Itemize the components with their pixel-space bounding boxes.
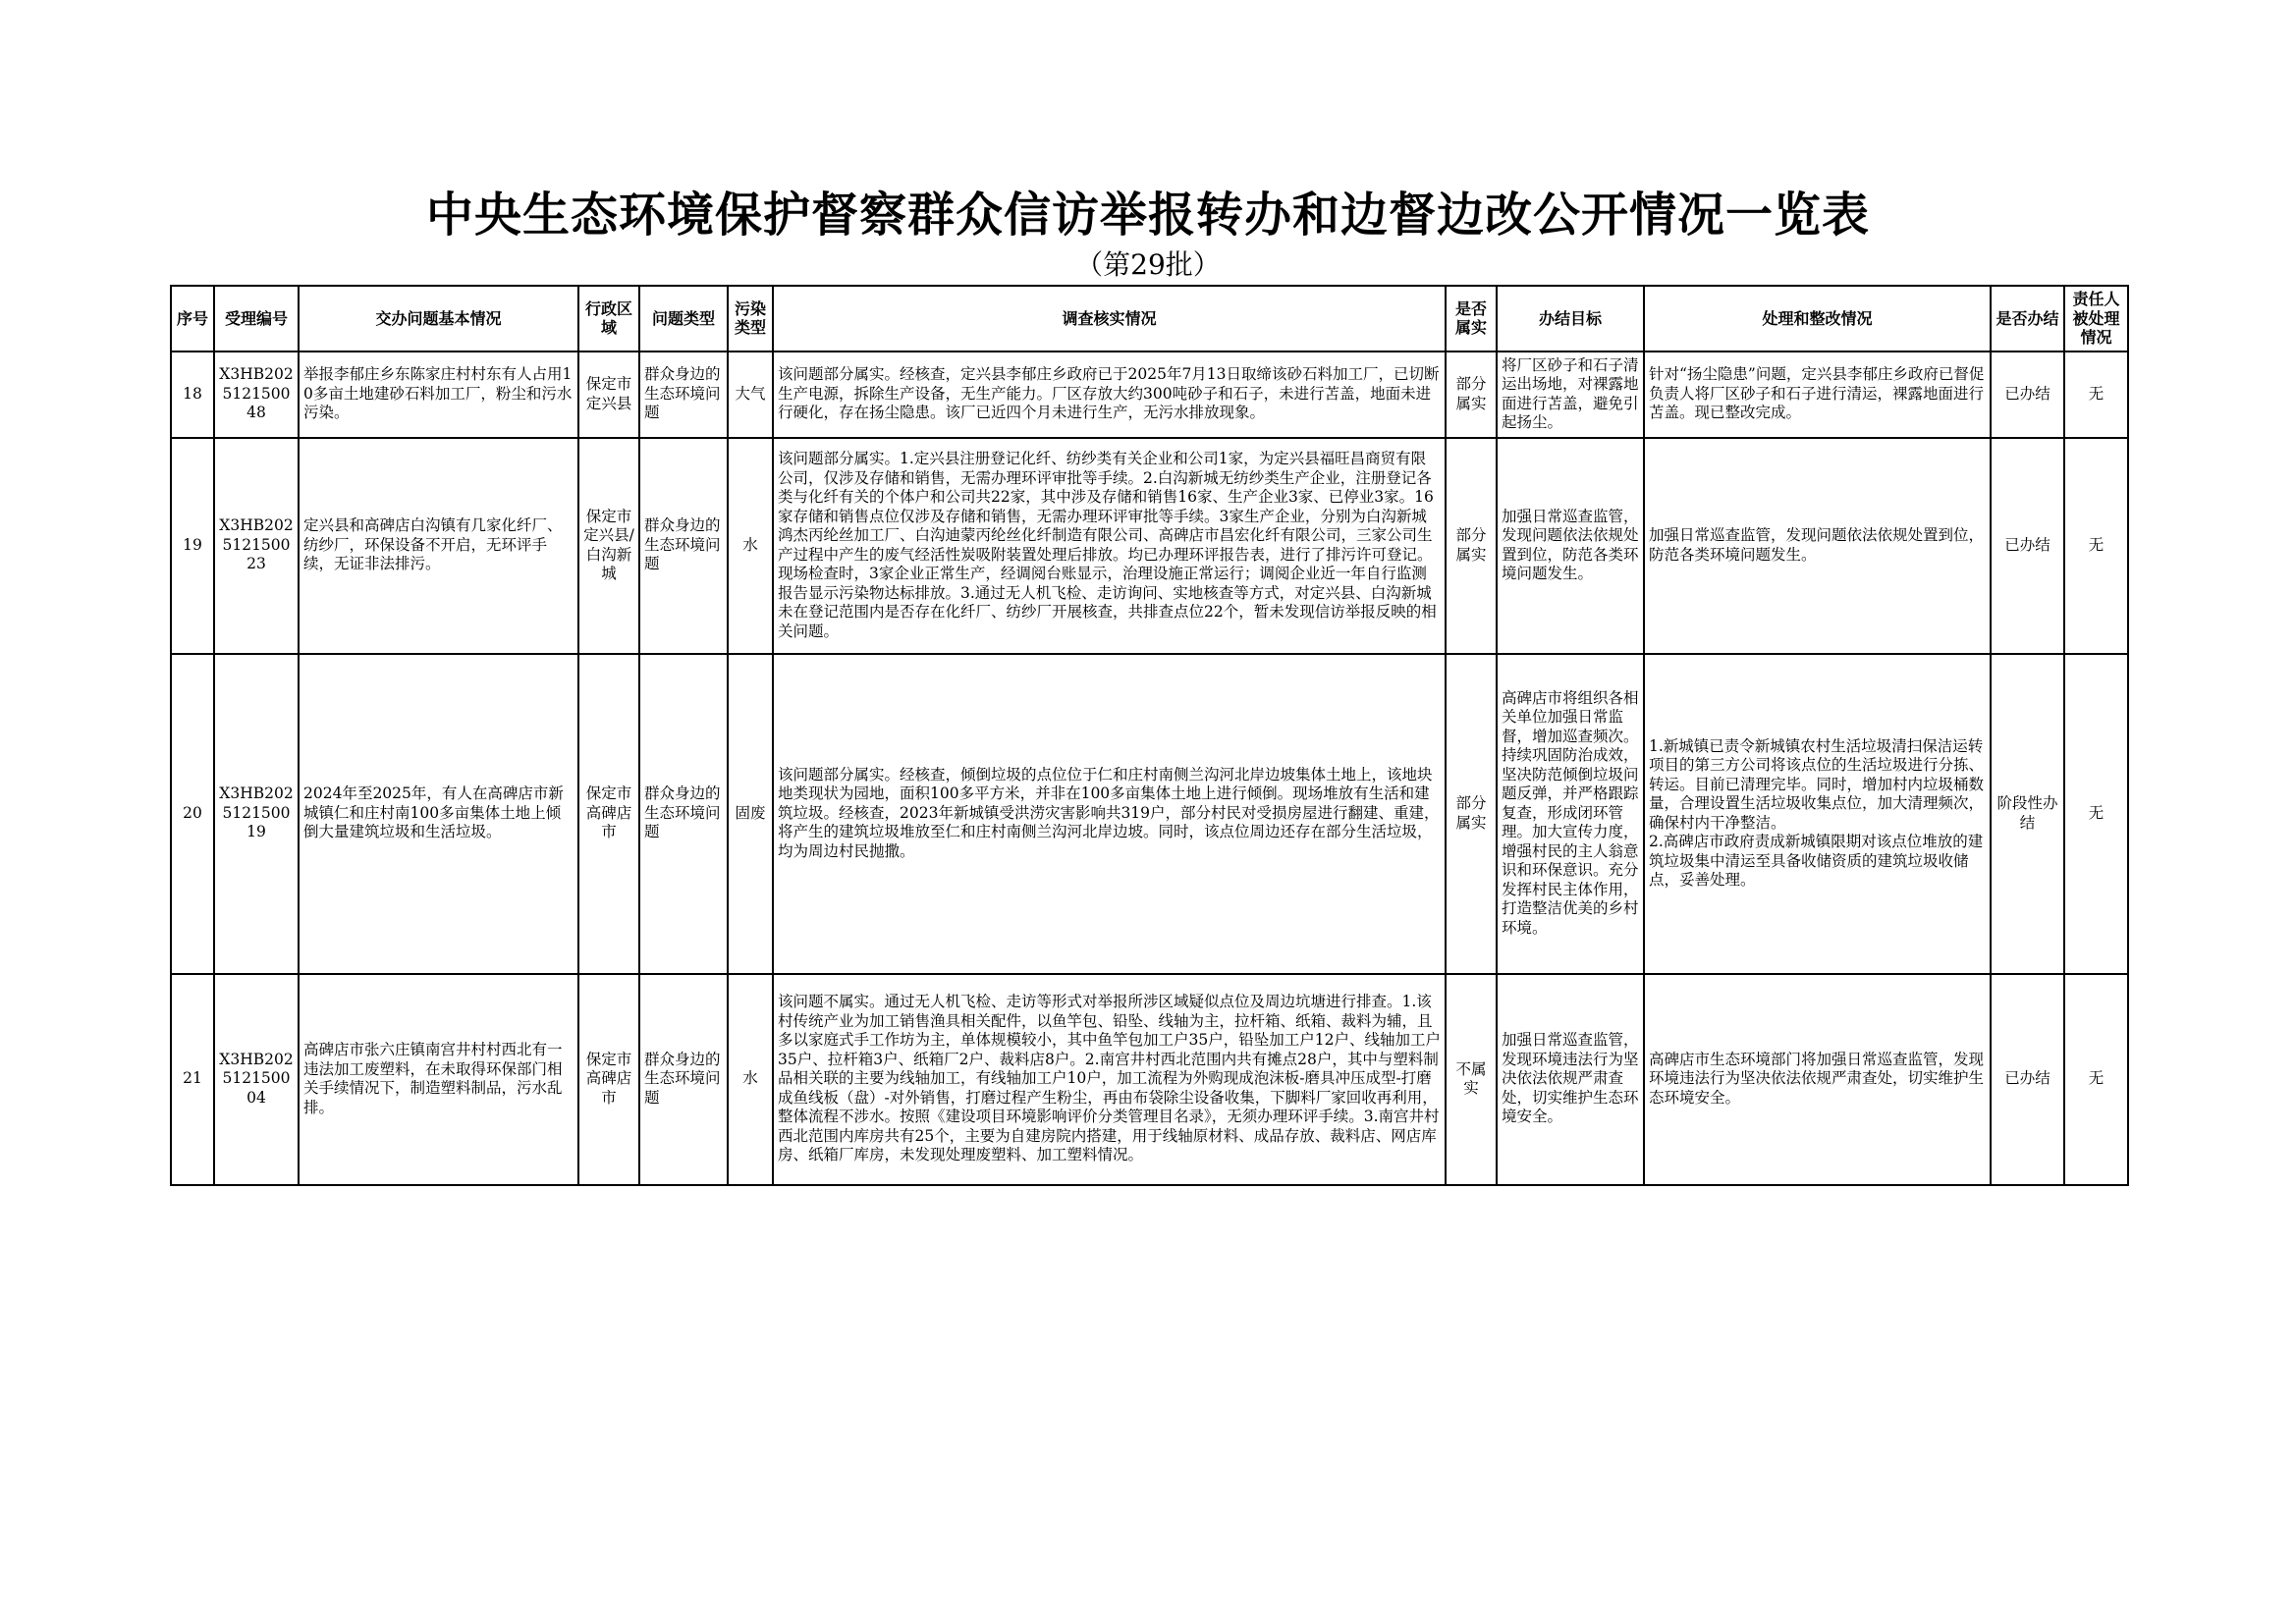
cell-closed: 已办结	[1991, 438, 2064, 654]
cell-type: 群众身边的生态环境问题	[639, 654, 728, 974]
cell-investigation: 该问题部分属实。经核查，定兴县李郁庄乡政府已于2025年7月13日取缔该砂石料加工厂，已切断生产电源，拆除生产设备，无生产能力。厂区存放大约300吨砂子和石子，未进行苫盖，地面未进行硬化，存在扬尘隐患。该厂已近四个月未进行生产，无污水排放现象。	[773, 352, 1446, 438]
cell-seq: 20	[171, 654, 214, 974]
cell-id: X3HB202512150004	[214, 974, 299, 1185]
cell-seq: 19	[171, 438, 214, 654]
cell-pollution: 水	[728, 974, 773, 1185]
cell-accountability: 无	[2064, 352, 2128, 438]
col-header-investigation: 调查核实情况	[773, 286, 1446, 352]
table-row	[171, 654, 2128, 974]
cell-goal: 将厂区砂子和石子清运出场地，对裸露地面进行苫盖，避免引起扬尘。	[1497, 352, 1644, 438]
cell-closed: 已办结	[1991, 974, 2064, 1185]
cell-pollution: 固废	[728, 654, 773, 974]
cell-investigation: 该问题不属实。通过无人机飞检、走访等形式对举报所涉区域疑似点位及周边坑塘进行排查。1.该村传统产业为加工销售渔具相关配件，以鱼竿包、铅坠、线轴为主，拉杆箱、纸箱、裁料为辅，且多以家庭式手工作坊为主，单体规模较小，其中鱼竿包加工户35户，铅坠加工户12户、线轴加工户35户、拉杆箱3户、纸箱厂2户、裁料店8户。2.南宫井村西北范围内共有摊点28户，其中与塑料制品相关联的主要为线轴加工，有线轴加工户10户，加工流程为外购现成泡沫板-磨具冲压成型-打磨成鱼线板（盘）-对外销售，打磨过程产生粉尘，再由布袋除尘设备收集，下脚料厂家回收再利用，整体流程不涉水。按照《建设项目环境影响评价分类管理目名录》，无须办理环评手续。3.南宫井村西北范围内库房共有25个，主要为自建房院内搭建，用于线轴原材料、成品存放、裁料店、网店库房、纸箱厂库房，未发现处理废塑料、加工塑料情况。	[773, 974, 1446, 1185]
header-row	[171, 286, 2128, 352]
cell-issue: 定兴县和高碑店白沟镇有几家化纤厂、纺纱厂，环保设备不开启，无环评手续，无证非法排污。	[299, 438, 578, 654]
cell-closed: 阶段性办结	[1991, 654, 2064, 974]
cell-issue: 高碑店市张六庄镇南宫井村村西北有一违法加工废塑料，在未取得环保部门相关手续情况下，制造塑料制品，污水乱排。	[299, 974, 578, 1185]
cell-type: 群众身边的生态环境问题	[639, 974, 728, 1185]
col-header-handling: 处理和整改情况	[1644, 286, 1991, 352]
cell-goal: 加强日常巡查监管，发现环境违法行为坚决依法依规严肃查处，切实维护生态环境安全。	[1497, 974, 1644, 1185]
cell-accountability: 无	[2064, 974, 2128, 1185]
cell-verified: 部分属实	[1446, 654, 1497, 974]
cell-pollution: 大气	[728, 352, 773, 438]
cell-type: 群众身边的生态环境问题	[639, 438, 728, 654]
cell-verified: 部分属实	[1446, 352, 1497, 438]
cell-region: 保定市定兴县/白沟新城	[578, 438, 639, 654]
batch-subtitle: （第29批）	[1075, 248, 1221, 281]
cell-region: 保定市高碑店市	[578, 654, 639, 974]
cell-verified: 部分属实	[1446, 438, 1497, 654]
cell-investigation: 该问题部分属实。经核查，倾倒垃圾的点位位于仁和庄村南侧兰沟河北岸边坡集体土地上，该地块地类现状为园地，面积100多平方米，并非在100多亩集体土地上进行倾倒。现场堆放有生活和建筑垃圾。经核查，2023年新城镇受洪涝灾害影响共319户，部分村民对受损房屋进行翻建、重建，将产生的建筑垃圾堆放至仁和庄村南侧兰沟河北岸边坡。同时，该点位周边还存在部分生活垃圾，均为周边村民抛撒。	[773, 654, 1446, 974]
table-row	[171, 352, 2128, 438]
cell-issue: 2024年至2025年，有人在高碑店市新城镇仁和庄村南100多亩集体土地上倾倒大量建筑垃圾和生活垃圾。	[299, 654, 578, 974]
cell-closed: 已办结	[1991, 352, 2064, 438]
col-header-issue: 交办问题基本情况	[299, 286, 578, 352]
col-header-type: 问题类型	[639, 286, 728, 352]
cell-accountability: 无	[2064, 654, 2128, 974]
col-header-closed: 是否办结	[1991, 286, 2064, 352]
cell-type: 群众身边的生态环境问题	[639, 352, 728, 438]
cell-goal: 加强日常巡查监管，发现问题依法依规处置到位，防范各类环境问题发生。	[1497, 438, 1644, 654]
cell-handling: 高碑店市生态环境部门将加强日常巡查监管，发现环境违法行为坚决依法依规严肃查处，切实维护生态环境安全。	[1644, 974, 1991, 1185]
cell-seq: 18	[171, 352, 214, 438]
cell-handling: 针对“扬尘隐患”问题，定兴县李郁庄乡政府已督促负责人将厂区砂子和石子进行清运，裸露地面进行苫盖。现已整改完成。	[1644, 352, 1991, 438]
table-row	[171, 974, 2128, 1185]
col-header-accountability: 责任人被处理情况	[2064, 286, 2128, 352]
col-header-region: 行政区域	[578, 286, 639, 352]
cell-id: X3HB202512150019	[214, 654, 299, 974]
cell-handling: 加强日常巡查监管，发现问题依法依规处置到位，防范各类环境问题发生。	[1644, 438, 1991, 654]
col-header-seq: 序号	[171, 286, 214, 352]
cell-pollution: 水	[728, 438, 773, 654]
cell-verified: 不属实	[1446, 974, 1497, 1185]
col-header-pollution: 污染类型	[728, 286, 773, 352]
table-row	[171, 438, 2128, 654]
cell-goal: 高碑店市将组织各相关单位加强日常监督，增加巡查频次。持续巩固防治成效，坚决防范倾倒垃圾问题反弹，并严格跟踪复查，形成闭环管理。加大宣传力度，增强村民的主人翁意识和环保意识。充分发挥村民主体作用，打造整洁优美的乡村环境。	[1497, 654, 1644, 974]
col-header-verified: 是否属实	[1446, 286, 1497, 352]
page-title: 中央生态环境保护督察群众信访举报转办和边督边改公开情况一览表	[425, 188, 1870, 243]
cell-id: X3HB202512150048	[214, 352, 299, 438]
cell-issue: 举报李郁庄乡东陈家庄村村东有人占用10多亩土地建砂石料加工厂，粉尘和污水污染。	[299, 352, 578, 438]
cell-accountability: 无	[2064, 438, 2128, 654]
cell-id: X3HB202512150023	[214, 438, 299, 654]
cell-investigation: 该问题部分属实。1.定兴县注册登记化纤、纺纱类有关企业和公司1家，为定兴县福旺昌商贸有限公司，仅涉及存储和销售，无需办理环评审批等手续。2.白沟新城无纺纱类生产企业，注册登记各类与化纤有关的个体户和公司共22家，其中涉及存储和销售16家、生产企业3家、已停业3家。16家存储和销售点位仅涉及存储和销售，无需办理环评审批等手续。3家生产企业，分别为白沟新城鸿杰丙纶丝加工厂、白沟迪蒙丙纶丝化纤制造有限公司、高碑店市昌宏化纤有限公司，三家公司生产过程中产生的废气经活性炭吸附装置处理后排放。均已办理环评报告表，进行了排污许可登记。现场检查时，3家企业正常生产，经调阅台账显示，治理设施正常运行；调阅企业近一年自行监测报告显示污染物达标排放。3.通过无人机飞检、走访询问、实地核查等方式，对定兴县、白沟新城未在登记范围内是否存在化纤厂、纺纱厂开展核查，共排查点位22个，暂未发现信访举报反映的相关问题。	[773, 438, 1446, 654]
cell-region: 保定市高碑店市	[578, 974, 639, 1185]
col-header-id: 受理编号	[214, 286, 299, 352]
cell-region: 保定市定兴县	[578, 352, 639, 438]
col-header-goal: 办结目标	[1497, 286, 1644, 352]
report-table	[170, 285, 2129, 1186]
cell-handling: 1.新城镇已责令新城镇农村生活垃圾清扫保洁运转项目的第三方公司将该点位的生活垃圾进行分拣、转运。目前已清理完毕。同时，增加村内垃圾桶数量，合理设置生活垃圾收集点位，加大清理频次，确保村内干净整洁。 2.高碑店市政府责成新城镇限期对该点位堆放的建筑垃圾集中清运至具备收储资质的建筑垃圾收储点，妥善处理。	[1644, 654, 1991, 974]
cell-seq: 21	[171, 974, 214, 1185]
